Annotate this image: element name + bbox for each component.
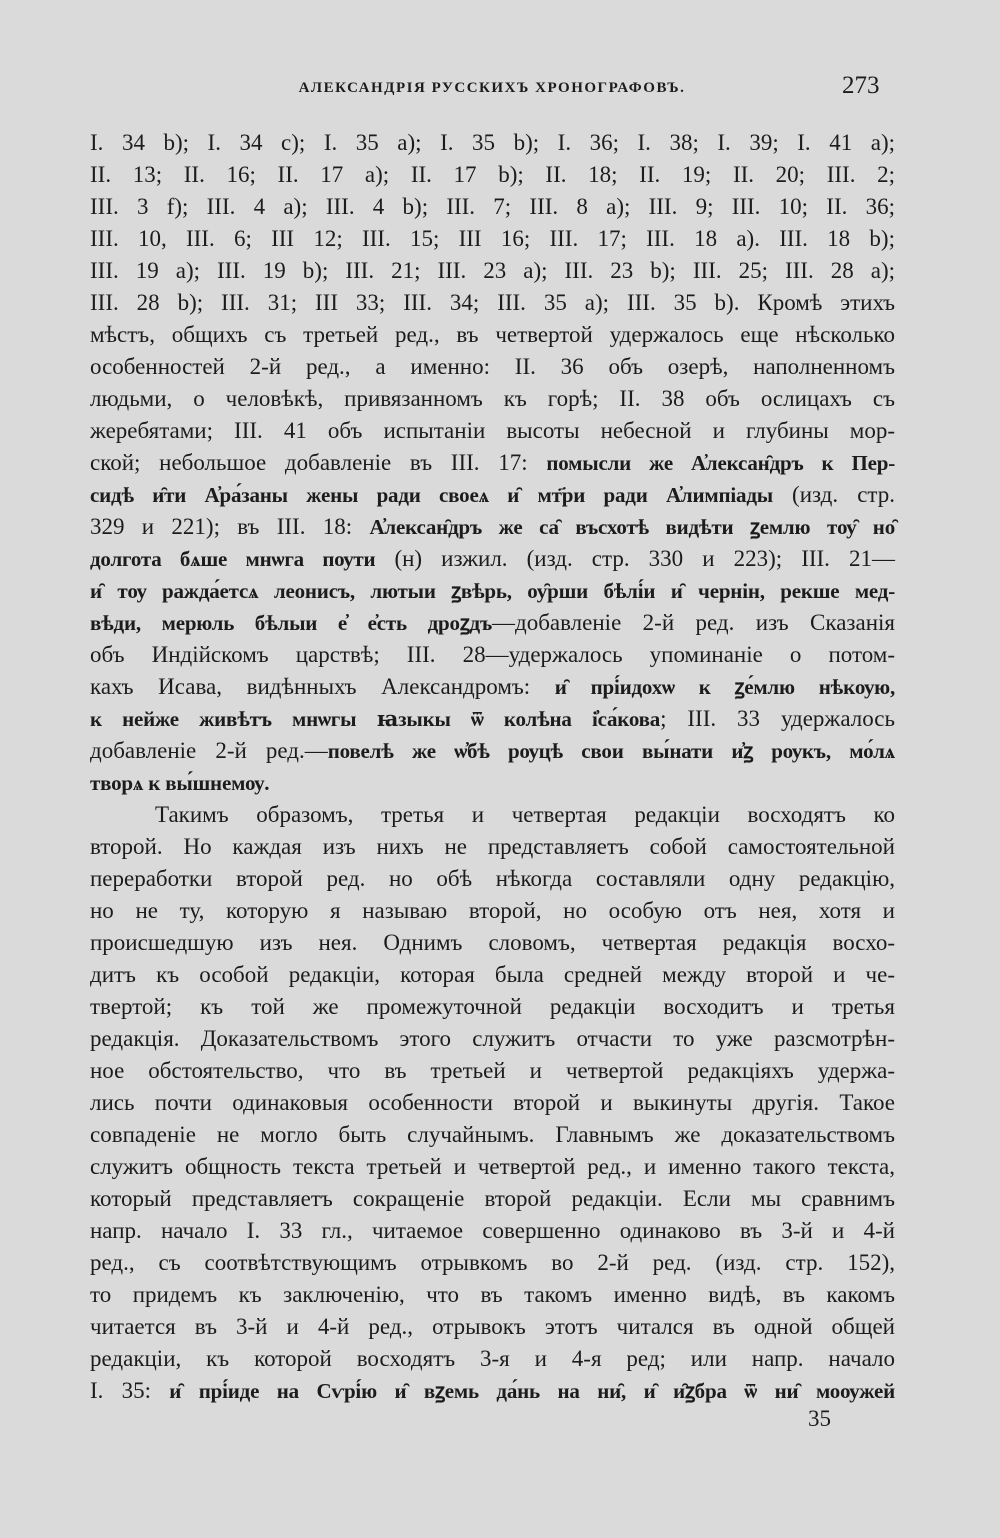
text-line: служитъ общность текста третьей и четвертой ред., и именно такого текста,	[90, 1154, 895, 1179]
slavonic-quote: долгота бѧше мнѡга пѹти	[90, 547, 376, 571]
text-line	[90, 447, 895, 479]
text-line: напр. начало I. 33 гл., читаемое совершенно одинаково въ 3-й и 4-й	[90, 1218, 895, 1243]
slavonic-quote: А҆лексан̑дръ же са̑ въсхотѣ видѣти ꙁемлю тѹ̑ но̑	[369, 515, 895, 539]
text-line: совпаденіе не могло быть случайнымъ. Главнымъ же доказательствомъ	[90, 1122, 895, 1147]
text-segment: кахъ Исава, видѣнныхъ Александромъ:	[90, 674, 555, 699]
text-line	[90, 1375, 895, 1407]
slavonic-quote: помысли же А҆лексан̑дръ к Пер-	[546, 451, 895, 475]
text-line: объ Индійскомъ царствѣ; III. 28—удержалось упоминаніе о потом-	[90, 642, 895, 667]
text-segment: I. 35:	[90, 1378, 170, 1403]
text-segment: (н) изжил. (изд. стр. 330 и 223); III. 21—	[375, 546, 896, 571]
text-line: дитъ къ особой редакціи, которая была средней между второй и че-	[90, 962, 895, 987]
text-line: II. 13; II. 16; II. 17 a); II. 17 b); II. 18; II. 19; II. 20; III. 2;	[90, 162, 895, 187]
text-line	[90, 479, 895, 511]
text-line: читается въ 3-й и 4-й ред., отрывокъ этотъ читался въ одной общей	[90, 1314, 895, 1339]
text-line: переработки второй ред. но обѣ нѣкогда составляли одну редакцію,	[90, 866, 895, 891]
text-line: то придемъ къ заключенію, что въ такомъ именно видѣ, въ какомъ	[90, 1282, 895, 1307]
slavonic-quote: и̑ тѹ ражда́етсѧ леонисъ, лютыи ꙁвѣрь, оу̑рши бѣлі́и и̑ чернін, рекше мед-	[90, 579, 895, 603]
text-line: редакція. Доказательствомъ этого служитъ отчасти то уже разсмотрѣн-	[90, 1026, 895, 1051]
text-line: лись почти одинаковыя особенности второй и выкинуты другія. Такое	[90, 1090, 895, 1115]
text-line	[90, 543, 895, 575]
text-line: особенностей 2-й ред., а именно: II. 36 объ озерѣ, наполненномъ	[90, 354, 895, 379]
body-text	[90, 127, 895, 1407]
text-line: I. 34 b); I. 34 c); I. 35 a); I. 35 b); I. 36; I. 38; I. 39; I. 41 a);	[90, 130, 895, 155]
page-number: 273	[842, 72, 880, 99]
text-segment: 329 и 221); въ III. 18:	[90, 514, 370, 539]
text-line: ред., съ соотвѣтствующимъ отрывкомъ во 2-й ред. (изд. стр. 152),	[90, 1250, 895, 1275]
slavonic-quote: и̑ прі́иде на Сѵрі́ю и̑ вꙁемь да́нь на ни̑, и̑ и̑ꙁбра ѿ ни̑ моѹжей	[169, 1379, 895, 1403]
text-line: второй. Но каждая изъ нихъ не представляетъ собой самостоятельной	[90, 834, 895, 859]
text-segment: добавленіе 2-й ред.—	[90, 738, 328, 763]
text-line: людьми, о человѣкѣ, привязанномъ къ горѣ; II. 38 объ ослицахъ съ	[90, 386, 895, 411]
signature-mark: 35	[808, 1406, 831, 1431]
text-line: происшедшую изъ нея. Однимъ словомъ, четвертая редакція восхо-	[90, 930, 895, 955]
text-line: III. 10, III. 6; III 12; III. 15; III 16; III. 17; III. 18 a). III. 18 b);	[90, 226, 895, 251]
text-line: который представляетъ сокращеніе второй редакціи. Если мы сравнимъ	[90, 1186, 895, 1211]
text-line	[90, 703, 895, 735]
text-segment: ; III. 33 удержалось	[660, 706, 895, 731]
text-line: жеребятами; III. 41 объ испытаніи высоты небесной и глубины мор-	[90, 418, 895, 443]
text-line	[90, 511, 895, 543]
running-title: АЛЕКСАНДРІЯ РУССКИХЪ ХРОНОГРАФОВЪ.	[298, 80, 686, 96]
text-segment: (изд. стр.	[772, 482, 895, 507]
text-line: III. 3 f); III. 4 a); III. 4 b); III. 7; III. 8 a); III. 9; III. 10; II. 36;	[90, 194, 895, 219]
text-line: но не ту, которую я называю второй, но особую отъ нея, хотя и	[90, 898, 895, 923]
text-line	[90, 671, 895, 703]
text-line: III. 19 a); III. 19 b); III. 21; III. 23 a); III. 23 b); III. 25; III. 28 a);	[90, 258, 895, 283]
text-segment: —добавленіе 2-й ред. изъ Сказанія	[492, 610, 895, 635]
text-line	[90, 735, 895, 767]
slavonic-quote: сидѣ и̑ти А҆ра́заны жены ради своеѧ и̑ мт҃ри ради А҆лимпіады	[90, 483, 773, 507]
text-line: ное обстоятельство, что въ третьей и четвертой редакціяхъ удержа-	[90, 1058, 895, 1083]
text-line	[90, 575, 895, 607]
slavonic-quote: к нейже живѣтъ мнѡгы ꙗзыкы ѿ колѣна і҆са́кова	[90, 707, 661, 731]
text-line	[90, 767, 895, 799]
text-line: редакціи, къ которой восходятъ 3-я и 4-я ред; или напр. начало	[90, 1346, 895, 1371]
text-line: твертой; къ той же промежуточной редакціи восходитъ и третья	[90, 994, 895, 1019]
slavonic-quote: творѧ к вы́шнемѹ.	[90, 771, 270, 795]
slavonic-quote: вѣди, мерюль бѣлыи е҆ е҆сть дроꙁдъ	[90, 611, 493, 635]
text-line: мѣстъ, общихъ съ третьей ред., въ четвертой удержалось еще нѣсколько	[90, 322, 895, 347]
slavonic-quote: повелѣ же ѡ҆бѣ рѹцѣ свои вы́нати и҆ꙁ рѹкъ, мо́лѧ	[327, 739, 895, 763]
paragraph-first-line: Такимъ образомъ, третья и четвертая редакціи восходятъ ко	[155, 802, 895, 827]
text-line	[90, 607, 895, 639]
text-segment: ской; небольшое добавленіе въ III. 17:	[90, 450, 547, 475]
slavonic-quote: и̑ прі́идохѡ к ꙁе́млю нѣкѹю,	[554, 675, 895, 699]
text-line: III. 28 b); III. 31; III 33; III. 34; III. 35 a); III. 35 b). Кромѣ этихъ	[90, 290, 895, 315]
